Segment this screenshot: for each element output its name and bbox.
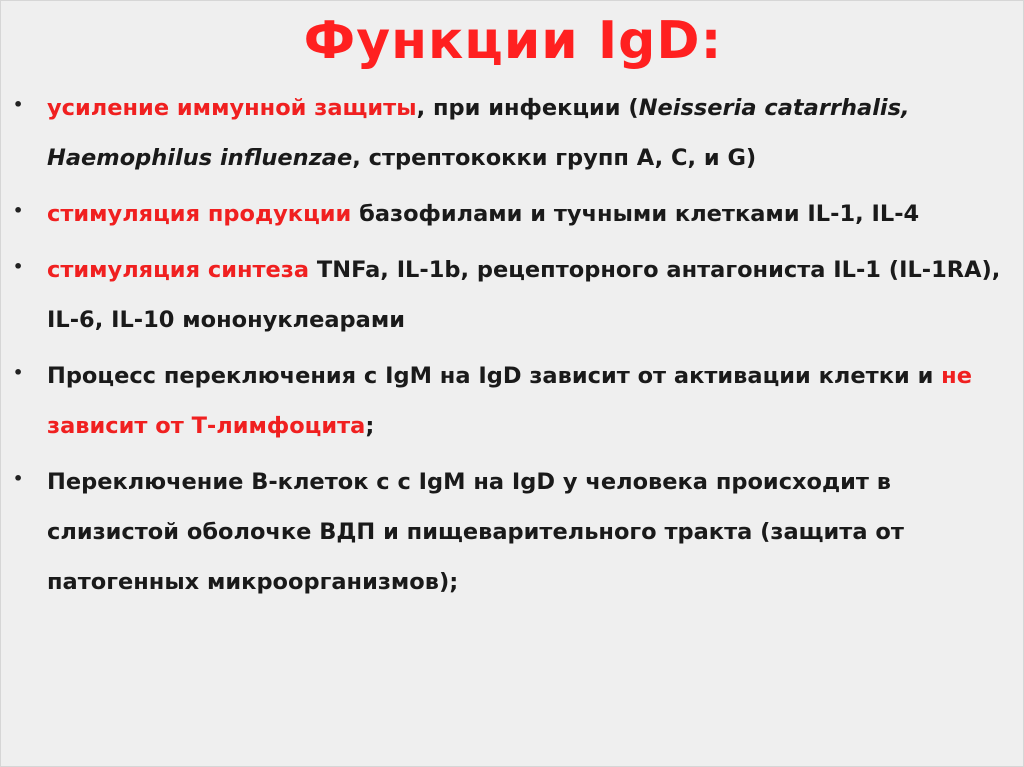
bullet-list: [1, 83, 1024, 613]
bullet-dot-icon: •: [13, 201, 24, 220]
bullet-item-production-stimulation: [1, 189, 1024, 239]
bullet-text: ;: [365, 413, 375, 439]
bullet-item-b-cell-switching: [1, 457, 1024, 607]
bullet-highlight: стимуляция синтеза: [47, 257, 310, 283]
bullet-item-immune-defense: [1, 83, 1024, 183]
bullet-item-synthesis-stimulation: [1, 245, 1024, 345]
bullet-highlight: не зависит от Т-лимфоцита: [47, 363, 972, 439]
bullet-text: , при инфекции (: [416, 95, 639, 121]
bullet-italic-text: Neisseria catarrhalis, Haemophilus influenzae: [47, 95, 910, 171]
slide-title: Функции IgD:: [303, 11, 723, 71]
bullet-text: Процесс переключения с IgM на IgD зависит от активации клетки и: [47, 363, 942, 389]
bullet-dot-icon: •: [13, 95, 24, 114]
bullet-highlight: стимуляция продукции: [47, 201, 352, 227]
bullet-item-switching-process: [1, 351, 1024, 451]
bullet-dot-icon: •: [13, 469, 24, 488]
bullet-dot-icon: •: [13, 363, 24, 382]
bullet-text: , стрептококки групп A, C, и G): [352, 145, 757, 171]
bullet-text: TNFa, IL-1b, рецепторного антагониста IL-1 (IL-1RA), IL-6, IL-10 мононуклеарами: [47, 257, 1001, 333]
bullet-text: Переключение В-клеток с с IgM на IgD у человека происходит в слизистой оболочке ВДП и пищеварительного тракта (защита от патогенных микроорганизмов);: [47, 469, 904, 595]
bullet-dot-icon: •: [13, 257, 24, 276]
bullet-text: базофилами и тучными клетками IL-1, IL-4: [351, 201, 920, 227]
bullet-highlight: усиление иммунной защиты: [47, 95, 417, 121]
